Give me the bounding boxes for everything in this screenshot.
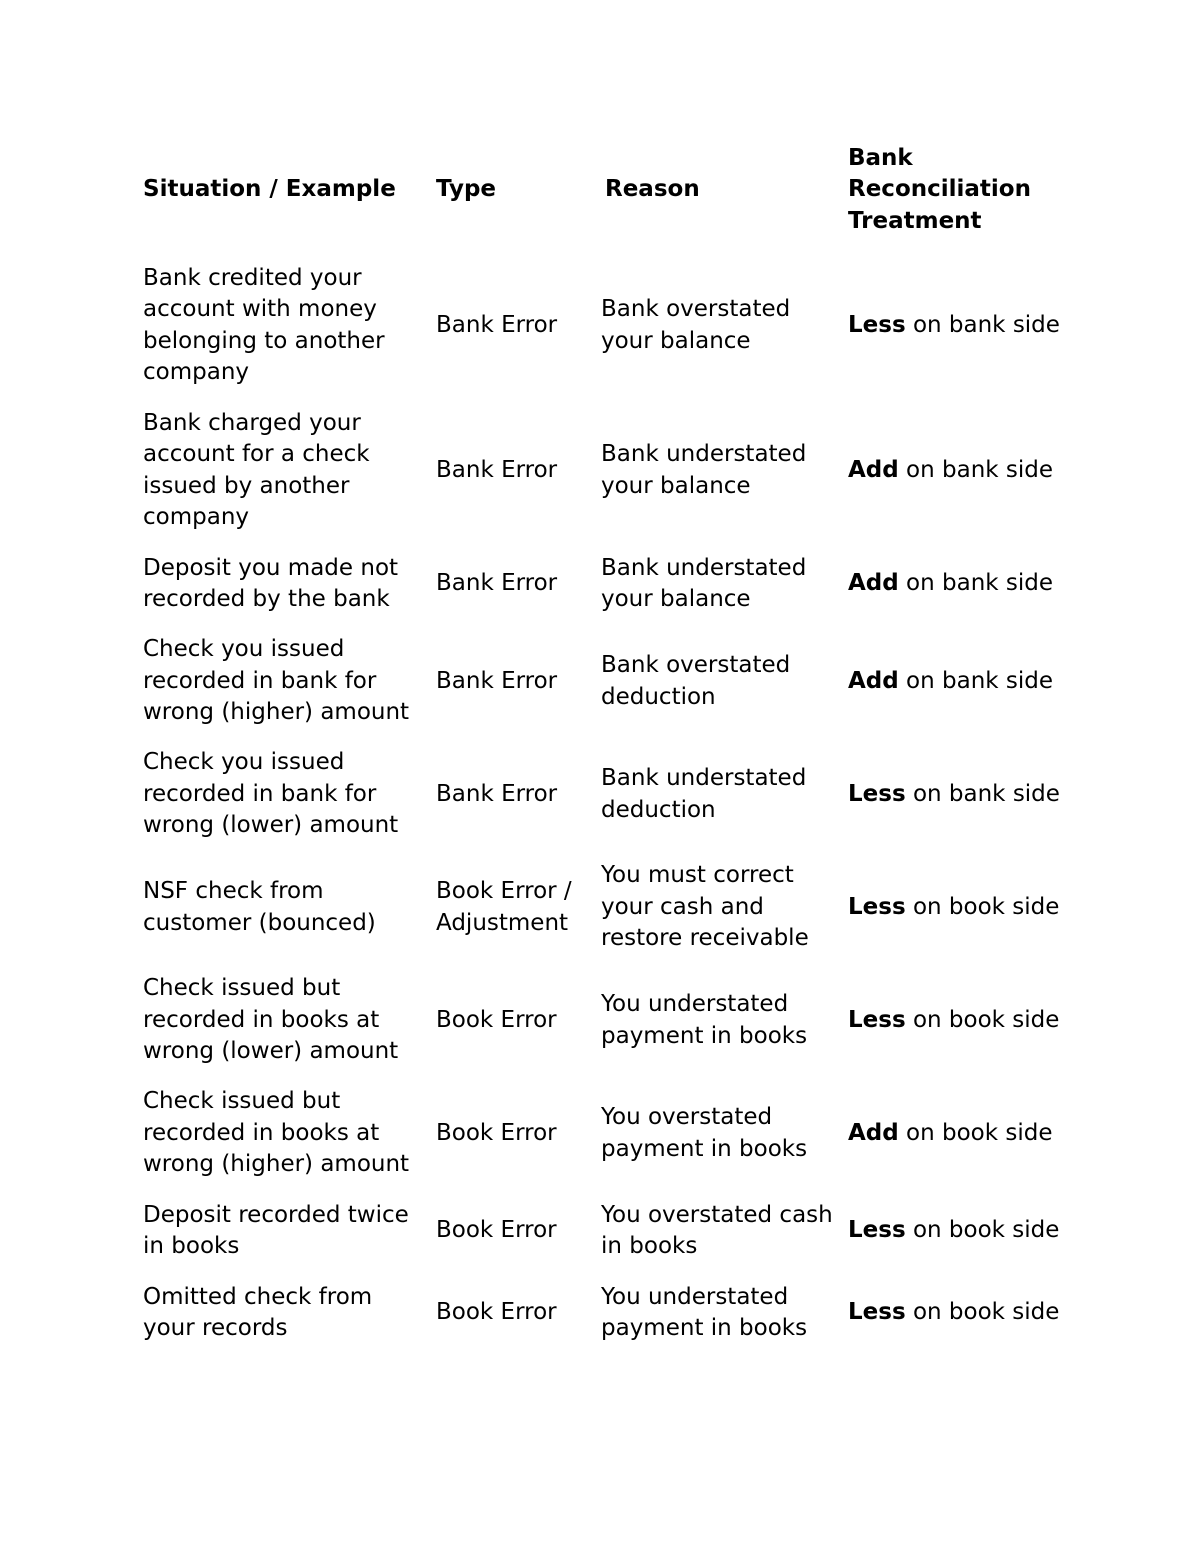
treatment-action: Less	[848, 311, 906, 338]
header-situation: Situation / Example	[143, 176, 396, 203]
cell-reason: You overstated cash in books	[601, 1201, 833, 1259]
cell-treatment	[842, 543, 1072, 625]
cell-reason: You understated payment in books	[601, 1283, 808, 1341]
cell-treatment	[842, 851, 1072, 964]
cell-treatment	[842, 625, 1072, 738]
header-reason: Reason	[605, 176, 700, 203]
header-type: Type	[436, 176, 497, 203]
treatment-action: Less	[848, 1217, 906, 1244]
cell-type: Bank Error	[436, 667, 558, 694]
cell-treatment	[842, 1272, 1072, 1354]
cell-situation: Deposit recorded twice in books	[143, 1201, 409, 1259]
treatment-action: Add	[848, 570, 899, 597]
table-row	[137, 738, 1072, 851]
reconciliation-table	[137, 139, 1072, 1354]
table-row	[137, 625, 1072, 738]
table-row	[137, 964, 1072, 1077]
table-body	[137, 253, 1072, 1354]
cell-type: Book Error / Adjustment	[436, 878, 572, 936]
cell-type: Bank Error	[436, 780, 558, 807]
cell-situation: Check you issued recorded in bank for wrong (higher) amount	[143, 636, 410, 726]
cell-reason: Bank understated your balance	[601, 441, 807, 499]
cell-treatment	[842, 1190, 1072, 1272]
treatment-action: Less	[848, 780, 906, 807]
cell-reason: You overstated payment in books	[601, 1104, 808, 1162]
cell-treatment	[842, 1077, 1072, 1190]
table-row	[137, 398, 1072, 543]
cell-reason: Bank understated deduction	[601, 765, 807, 823]
cell-situation: Bank credited your account with money belonging to another company	[143, 264, 385, 385]
cell-type: Book Error	[436, 1217, 557, 1244]
treatment-action: Add	[848, 667, 899, 694]
treatment-action: Less	[848, 1299, 906, 1326]
table-row	[137, 253, 1072, 398]
table-header	[137, 139, 1072, 253]
cell-type: Bank Error	[436, 570, 558, 597]
treatment-detail: on bank side	[898, 456, 1054, 483]
treatment-detail: on book side	[905, 893, 1060, 920]
treatment-detail: on book side	[905, 1006, 1060, 1033]
cell-situation: Check issued but recorded in books at wrong (lower) amount	[143, 975, 399, 1065]
cell-situation: Bank charged your account for a check issued by another company	[143, 409, 370, 530]
treatment-detail: on book side	[898, 1119, 1053, 1146]
table-row	[137, 1272, 1072, 1354]
treatment-detail: on bank side	[898, 570, 1054, 597]
cell-treatment	[842, 253, 1072, 398]
cell-situation: NSF check from customer (bounced)	[143, 878, 376, 936]
cell-reason: Bank overstated your balance	[601, 296, 791, 354]
treatment-action: Less	[848, 893, 906, 920]
cell-situation: Deposit you made not recorded by the bank	[143, 554, 399, 612]
treatment-detail: on book side	[905, 1299, 1060, 1326]
table-row	[137, 1077, 1072, 1190]
cell-situation: Omitted check from your records	[143, 1283, 373, 1341]
header-treatment: Bank Reconciliation Treatment	[848, 144, 1031, 234]
cell-reason: You understated payment in books	[601, 991, 808, 1049]
cell-situation: Check issued but recorded in books at wrong (higher) amount	[143, 1088, 410, 1178]
header-row	[137, 139, 1072, 253]
cell-type: Book Error	[436, 1299, 557, 1326]
treatment-detail: on bank side	[905, 311, 1060, 338]
treatment-detail: on bank side	[898, 667, 1054, 694]
table-row	[137, 851, 1072, 964]
cell-treatment	[842, 964, 1072, 1077]
table-row	[137, 1190, 1072, 1272]
cell-type: Book Error	[436, 1119, 557, 1146]
cell-reason: You must correct your cash and restore receivable	[601, 862, 809, 952]
cell-reason: Bank understated your balance	[601, 554, 807, 612]
treatment-action: Add	[848, 456, 899, 483]
treatment-action: Add	[848, 1119, 899, 1146]
cell-reason: Bank overstated deduction	[601, 652, 791, 710]
treatment-detail: on bank side	[905, 780, 1060, 807]
table-row	[137, 543, 1072, 625]
treatment-action: Less	[848, 1006, 906, 1033]
cell-type: Bank Error	[436, 456, 558, 483]
cell-type: Book Error	[436, 1006, 557, 1033]
cell-situation: Check you issued recorded in bank for wrong (lower) amount	[143, 749, 399, 839]
cell-type: Bank Error	[436, 311, 558, 338]
cell-treatment	[842, 738, 1072, 851]
cell-treatment	[842, 398, 1072, 543]
treatment-detail: on book side	[905, 1217, 1060, 1244]
